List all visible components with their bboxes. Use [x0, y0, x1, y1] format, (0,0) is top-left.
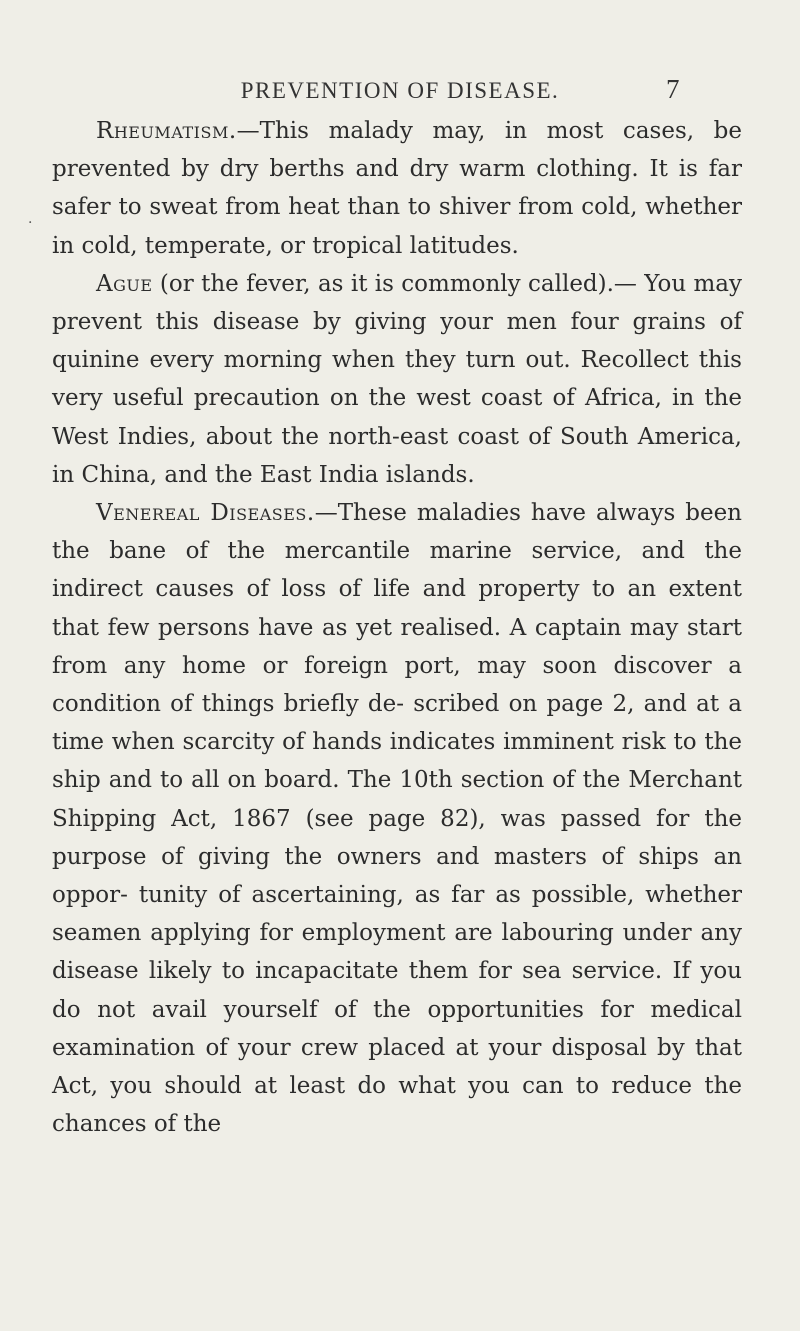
margin-mark: · — [28, 215, 33, 231]
page-number: 7 — [666, 74, 680, 104]
paragraph-rheumatism — [52, 112, 742, 265]
paragraph-text: (or the fever, as it is commonly called).— You may prevent this disease by giving your men four grains of quinine every morning when they turn out. Recollect this very useful precaution on the west coast of Africa, in the West Indies, about the north-east coast of South America, in China, and the East India islands. — [52, 270, 742, 488]
paragraph-heading: Ague — [96, 270, 153, 297]
paragraph-heading: Venereal Diseases. — [96, 500, 315, 527]
paragraph-ague — [52, 265, 742, 494]
running-head: PREVENTION OF DISEASE. — [240, 78, 560, 103]
paragraph-text: —These maladies have always been the bane of the mercantile marine service, and the indirect causes of loss of life and property to an extent that few persons have as yet realised. A captain may start from any home or foreign port, may soon discover a condition of things briefly de- scribed on page 2, and at a time when scarcity of hands indicates imminent risk to the ship and to all on board. The 10th section of the Merchant Shipping Act, 1867 (see page 82), was passed for the purpose of giving the owners and masters of ships an oppor- tunity of ascertaining, as far as possible, whether seamen applying for employment are labouring under any disease likely to incapacitate them for sea service. If you do not avail yourself of the opportunities for medical examination of your crew placed at your disposal by that Act, you should at least do what you can to reduce the chances of the — [52, 500, 742, 1138]
paragraph-venereal-diseases — [52, 494, 742, 1143]
body-text — [52, 112, 742, 1143]
paragraph-heading: Rheumatism. — [96, 118, 237, 144]
paragraph-text: —This malady may, in most cases, be prevented by dry berths and dry warm clothing. It is far safer to sweat from heat than to shiver from cold, whether in cold, temperate, or tropical latitudes. — [52, 118, 742, 259]
